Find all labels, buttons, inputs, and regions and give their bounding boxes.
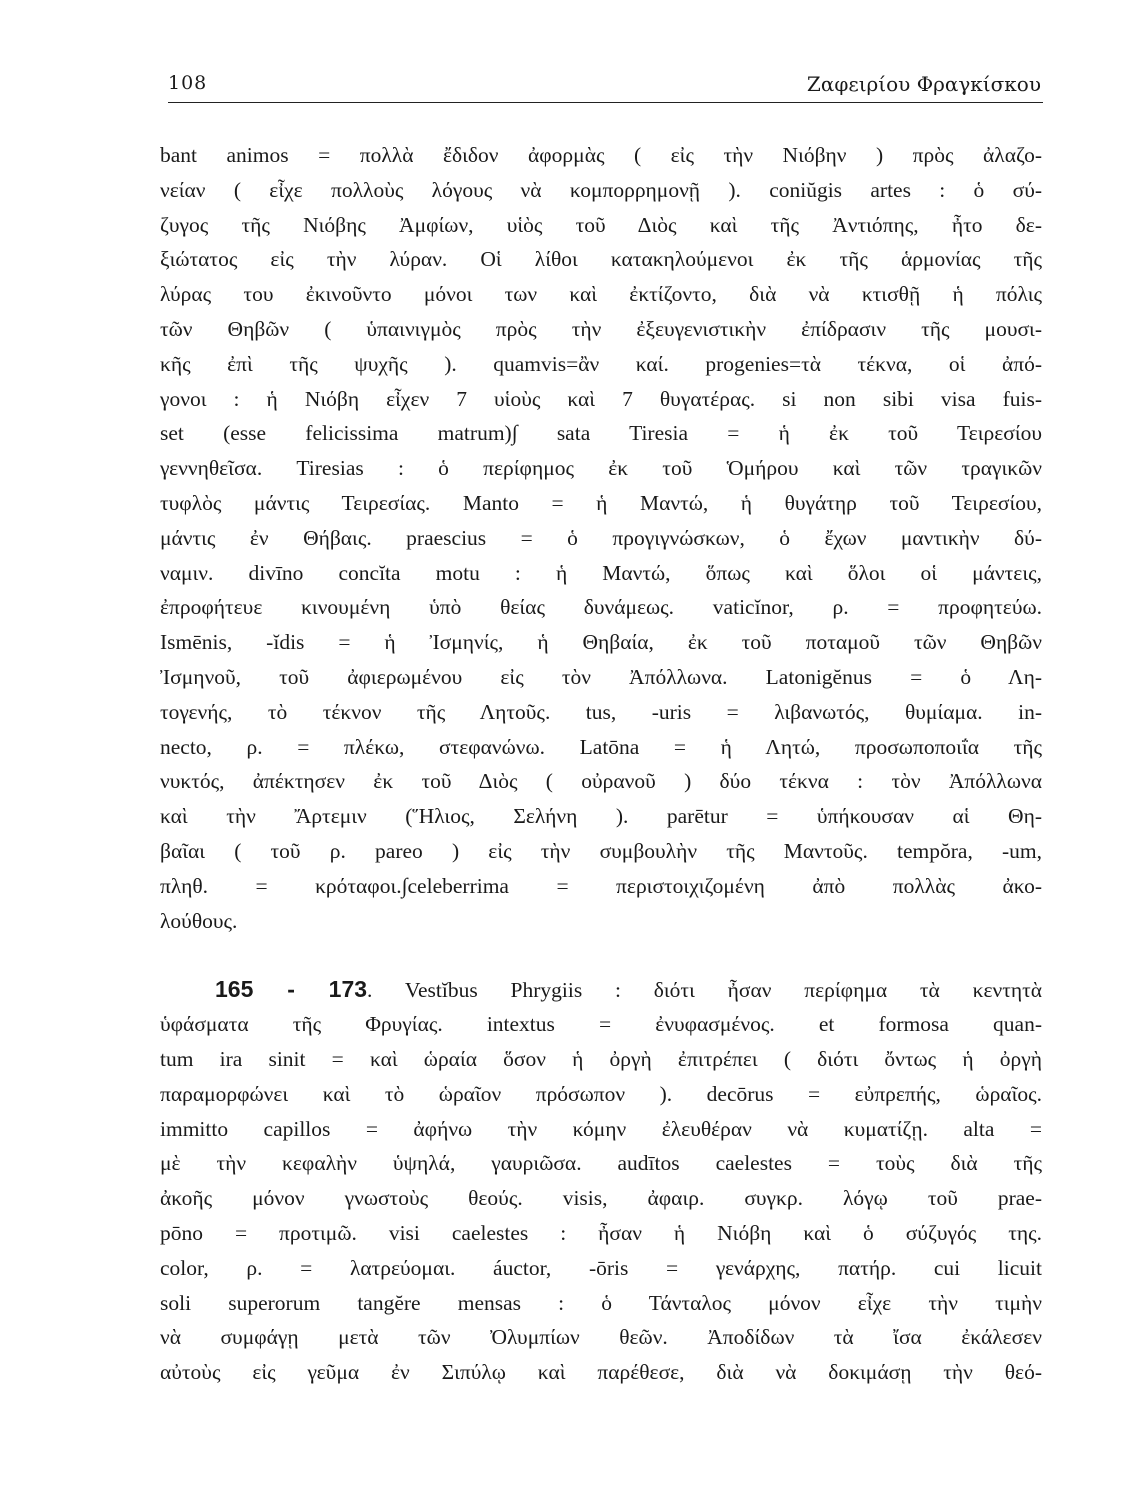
section-gap xyxy=(160,938,1042,972)
text-line: λούθους. xyxy=(160,908,238,933)
text-line: color, ρ. = λατρεύομαι. áuctor, -ōris = γενάρχης, πατήρ. cui licuit xyxy=(160,1255,1042,1280)
section-first-line-text: . Vestĭbus Phrygiis : διότι ἦσαν περίφημα τὰ κεντητὰ xyxy=(367,978,1042,1003)
text-line: γεννηθεῖσα. Tiresias : ὁ περίφημος ἐκ τοῦ Ὁμήρου καὶ τῶν τραγικῶν xyxy=(160,456,1042,481)
text-line: γονοι : ἡ Νιόβη εἶχεν 7 υἱοὺς καὶ 7 θυγατέρας. si non sibi visa fuis- xyxy=(160,386,1042,411)
text-line: νυκτός, ἀπέκτησεν ἐκ τοῦ Διὸς ( οὐρανοῦ ) δύο τέκνα : τὸν Ἀπόλλωνα xyxy=(160,769,1042,794)
commentary-paragraph-1 xyxy=(160,138,1042,938)
body-text xyxy=(160,138,1042,1390)
text-line: ναμιν. divīno concĭta motu : ἡ Μαντώ, ὅπως καὶ ὅλοι οἱ μάντεις, xyxy=(160,560,1042,585)
section-number: 165 - 173 xyxy=(215,976,368,1003)
page-header xyxy=(168,64,1043,103)
text-line: τογενής, τὸ τέκνον τῆς Λητοῦς. tus, -uris = λιβανωτός, θυμίαμα. in- xyxy=(160,699,1042,724)
text-line: ξιώτατος εἰς τὴν λύραν. Οἱ λίθοι κατακηλούμενοι ἐκ τῆς ἁρμονίας τῆς xyxy=(160,247,1042,272)
text-line: μὲ τὴν κεφαλὴν ὑψηλά, γαυριῶσα. audītos caelestes = τοὺς διὰ τῆς xyxy=(160,1151,1042,1176)
text-line: ἀκοῆς μόνον γνωστοὺς θεούς. visis, ἀφαιρ. συγκρ. λόγῳ τοῦ prae- xyxy=(160,1186,1042,1211)
text-line: αὐτοὺς εἰς γεῦμα ἐν Σιπύλῳ καὶ παρέθεσε, διὰ νὰ δοκιμάσῃ τὴν θεό- xyxy=(160,1360,1042,1385)
text-line: immitto capillos = ἀφήνω τὴν κόμην ἐλευθέραν νὰ κυματίζῃ. alta = xyxy=(160,1116,1042,1141)
text-line: ζυγος τῆς Νιόβης Ἀμφίων, υἱὸς τοῦ Διὸς καὶ τῆς Ἀντιόπης, ἦτο δε- xyxy=(160,212,1042,237)
text-line: τῶν Θηβῶν ( ὑπαινιγμὸς πρὸς τὴν ἐξευγενιστικὴν ἐπίδρασιν τῆς μουσι- xyxy=(160,316,1042,341)
running-head: Ζαφειρίου Φραγκίσκου xyxy=(806,72,1041,96)
text-line: κῆς ἐπὶ τῆς ψυχῆς ). quamvis=ἂν καί. progenies=τὰ τέκνα, οἱ ἀπό- xyxy=(160,351,1042,376)
text-line: tum ira sinit = καὶ ὡραία ὅσον ἡ ὀργὴ ἐπιτρέπει ( διότι ὄντως ἡ ὀργὴ xyxy=(160,1046,1042,1071)
text-line: ὑφάσματα τῆς Φρυγίας. intextus = ἐνυφασμένος. et formosa quan- xyxy=(160,1012,1042,1037)
text-line: καὶ τὴν Ἄρτεμιν (Ἥλιος, Σελήνη ). parētur = ὑπήκουσαν αἱ Θη- xyxy=(160,804,1042,829)
text-line: βαῖαι ( τοῦ ρ. pareo ) εἰς τὴν συμβουλὴν τῆς Μαντοῦς. tempŏra, -um, xyxy=(160,838,1042,863)
text-line: set (esse felicissima matrum)∫ sata Tiresia = ἡ ἐκ τοῦ Τειρεσίου xyxy=(160,421,1042,446)
text-line: παραμορφώνει καὶ τὸ ὡραῖον πρόσωπον ). decōrus = εὐπρεπής, ὡραῖος. xyxy=(160,1081,1042,1106)
commentary-section-165-173 xyxy=(160,972,1042,1390)
text-line: bant animos = πολλὰ ἔδιδον ἀφορμὰς ( εἰς τὴν Νιόβην ) πρὸς ἀλαζο- xyxy=(160,143,1042,167)
text-line: Ἰσμηνοῦ, τοῦ ἀφιερωμένου εἰς τὸν Ἀπόλλωνα. Latonigĕnus = ὁ Λη- xyxy=(160,664,1042,689)
text-line: ἐπροφήτευε κινουμένη ὑπὸ θείας δυνάμεως. vaticĭnor, ρ. = προφητεύω. xyxy=(160,595,1042,620)
text-line: soli superorum tangĕre mensas : ὁ Τάνταλος μόνον εἶχε τὴν τιμὴν xyxy=(160,1290,1042,1315)
text-line: λύρας του ἐκινοῦντο μόνοι των καὶ ἐκτίζοντο, διὰ νὰ κτισθῇ ἡ πόλις xyxy=(160,282,1042,307)
section-first-line xyxy=(160,972,1042,1007)
text-line: νὰ συμφάγῃ μετὰ τῶν Ὀλυμπίων θεῶν. Ἀποδίδων τὰ ἴσα ἐκάλεσεν xyxy=(160,1325,1042,1350)
text-line: pōno = προτιμῶ. visi caelestes : ἦσαν ἡ Νιόβη καὶ ὁ σύζυγός της. xyxy=(160,1220,1042,1245)
text-line: necto, ρ. = πλέκω, στεφανώνω. Latōna = ἡ Λητώ, προσωποποιΐα τῆς xyxy=(160,734,1042,759)
text-line: Ismēnis, -ĭdis = ἡ Ἰσμηνίς, ἡ Θηβαία, ἐκ τοῦ ποταμοῦ τῶν Θηβῶν xyxy=(160,630,1042,655)
page-number: 108 xyxy=(168,72,208,94)
text-line: τυφλὸς μάντις Τειρεσίας. Manto = ἡ Μαντώ, ἡ θυγάτηρ τοῦ Τειρεσίου, xyxy=(160,490,1042,515)
text-line: πληθ. = κρόταφοι.∫celeberrima = περιστοιχιζομένη ἀπὸ πολλὰς ἀκο- xyxy=(160,873,1042,898)
text-line: μάντις ἐν Θήβαις. praescius = ὁ προγιγνώσκων, ὁ ἔχων μαντικὴν δύ- xyxy=(160,525,1042,550)
text-line: νείαν ( εἶχε πολλοὺς λόγους νὰ κομπορρημονῇ ). coniŭgis artes : ὁ σύ- xyxy=(160,177,1042,202)
